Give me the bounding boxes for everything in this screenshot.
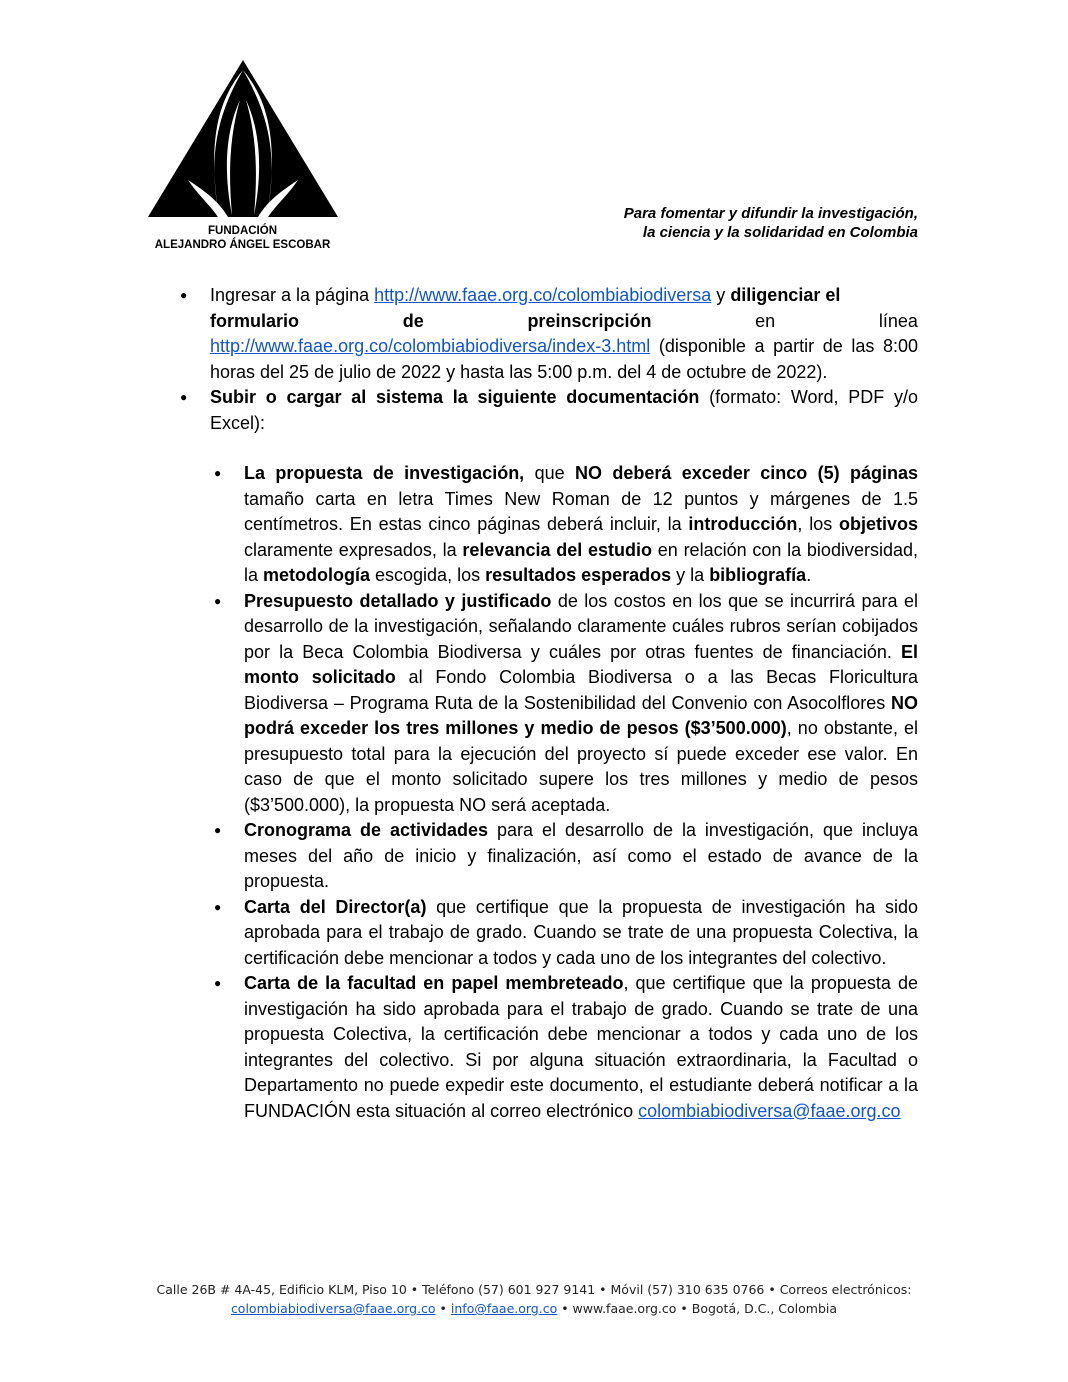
bold-text: metodología (263, 565, 371, 585)
word: línea (878, 310, 918, 331)
list-item-director (214, 895, 918, 972)
text: , no obstante, el presupuesto total para la ejecución del proyecto sí puede exceder ese valor. En caso de que el monto solicitado supere los tres millones y medio de pesos ($3’500.000), la propuesta NO será aceptada. (244, 718, 919, 815)
bold-text: objetivos (838, 514, 918, 534)
text: , que certifique que la propuesta de investigación ha sido aprobada para el trabajo de grado. Cuando se trate de una propuesta Colectiva, la certificación debe mencionar a todos y cada uno de los integrantes del colectivo. Si por alguna situación extraordinaria, la Facultad o Departamento no puede expedir este documento, el estudiante deberá notificar a la FUNDACIÓN esta situación al correo electrónico (244, 973, 918, 1121)
footer-line2 (0, 1299, 1068, 1318)
link-preinscripcion[interactable]: http://www.faae.org.co/colombiabiodiversa/index-3.html (210, 336, 651, 356)
text: (disponible a partir de las 8:00 horas del 25 de julio de 2022 y hasta las 5:00 p.m. del 4 de octubre de 2022). (210, 336, 918, 382)
word: preinscripción (527, 310, 652, 331)
text: Ingresar a la página (210, 285, 375, 305)
bold-text: bibliografía (709, 565, 807, 585)
org-name-line1: FUNDACIÓN (208, 225, 277, 237)
list-item-ingresar (180, 283, 918, 385)
text: al Fondo Colombia Biodiversa o a las Becas Floricultura Biodiversa – Programa Ruta de la Sostenibilidad del Convenio con Asocolflores (244, 667, 918, 713)
footer-email-link[interactable]: colombiabiodiversa@faae.org.co (230, 1301, 436, 1316)
list-item-subir (180, 385, 918, 436)
bold-text: Carta del Director(a) (244, 896, 427, 917)
text: tamaño carta en letra Times New Roman de 12 puntos y márgenes de 1.5 centímetros. En estas cinco páginas deberá incluir, la (244, 488, 918, 534)
text: que certifique que la propuesta de investigación ha sido aprobada para el trabajo de grado. Cuando se trate de una propuesta Colectiva, la certificación debe mencionar a todos y cada uno de los integrantes del colectivo. (244, 896, 918, 968)
footer-info-email-link[interactable]: info@faae.org.co (450, 1301, 558, 1316)
footer-line1: Calle 26B # 4A-45, Edificio KLM, Piso 10 • Teléfono (57) 601 927 9141 • Móvil (57) 310 635 0766 • Correos electrónicos: (156, 1282, 912, 1297)
link-colombiabiodiversa[interactable]: http://www.faae.org.co/colombiabiodiversa (374, 285, 712, 305)
list-item-cronograma (214, 818, 918, 895)
bold-text: El monto solicitado (244, 641, 918, 687)
bold-text: NO podrá exceder los tres millones y medio de pesos ($3’500.000) (244, 692, 918, 738)
organization-name (140, 224, 345, 252)
text: que (524, 463, 575, 483)
bold-text: relevancia del estudio (462, 539, 653, 560)
tagline-line2: la ciencia y la solidaridad en Colombia (642, 224, 918, 241)
bold-text: La propuesta de investigación, (244, 463, 525, 483)
text: (formato: Word, PDF y/o Excel): (210, 387, 919, 433)
main-list (180, 283, 918, 436)
bold-text: resultados esperados (485, 565, 672, 585)
spread-line (210, 309, 918, 335)
org-name-line2: ALEJANDRO ÁNGEL ESCOBAR (154, 239, 331, 251)
text: en relación con la biodiversidad, la (244, 539, 918, 585)
text: . (806, 565, 812, 585)
separator: • (435, 1301, 451, 1316)
bold-text: diligenciar el (730, 285, 841, 305)
text: claramente expresados, la (244, 539, 463, 560)
text: para el desarrollo de la investigación, que incluya meses del año de inicio y finalización, así como el estado de avance de la propuesta. (244, 820, 918, 891)
list-item-presupuesto (214, 589, 918, 819)
bold-text: Cronograma de actividades (244, 820, 489, 840)
bold-text: Subir o cargar al sistema la siguiente documentación (210, 387, 700, 407)
tagline-line1: Para fomentar y difundir la investigación, (623, 205, 918, 222)
list-item-propuesta (214, 461, 918, 589)
text: escogida, los (370, 565, 486, 585)
text: y la (671, 565, 710, 585)
word: de (402, 310, 424, 331)
tagline (624, 204, 918, 242)
text: , los (797, 514, 839, 534)
footer-tail: • www.faae.org.co • Bogotá, D.C., Colombia (557, 1301, 838, 1316)
word: formulario (210, 310, 300, 331)
text: de los costos en los que se incurrirá para el desarrollo de la investigación, señalando claramente cuáles rubros serían cobijados por la Beca Colombia Biodiversa y cuáles por otras fuentes de financiación. (244, 590, 918, 662)
bold-text: Carta de la facultad en papel membreteado (244, 973, 624, 993)
bold-text: introducción (688, 514, 798, 534)
list-item-facultad (214, 971, 918, 1124)
documents-list (214, 461, 918, 1124)
bold-text: Presupuesto detallado y justificado (244, 590, 552, 611)
word: en (755, 310, 776, 331)
footer (0, 1280, 1068, 1318)
email-link[interactable]: colombiabiodiversa@faae.org.co (638, 1100, 901, 1121)
foundation-logo (148, 60, 338, 220)
document-body (180, 283, 918, 1124)
bold-text: NO deberá exceder cinco (5) páginas (575, 463, 918, 483)
text: y (711, 285, 731, 305)
